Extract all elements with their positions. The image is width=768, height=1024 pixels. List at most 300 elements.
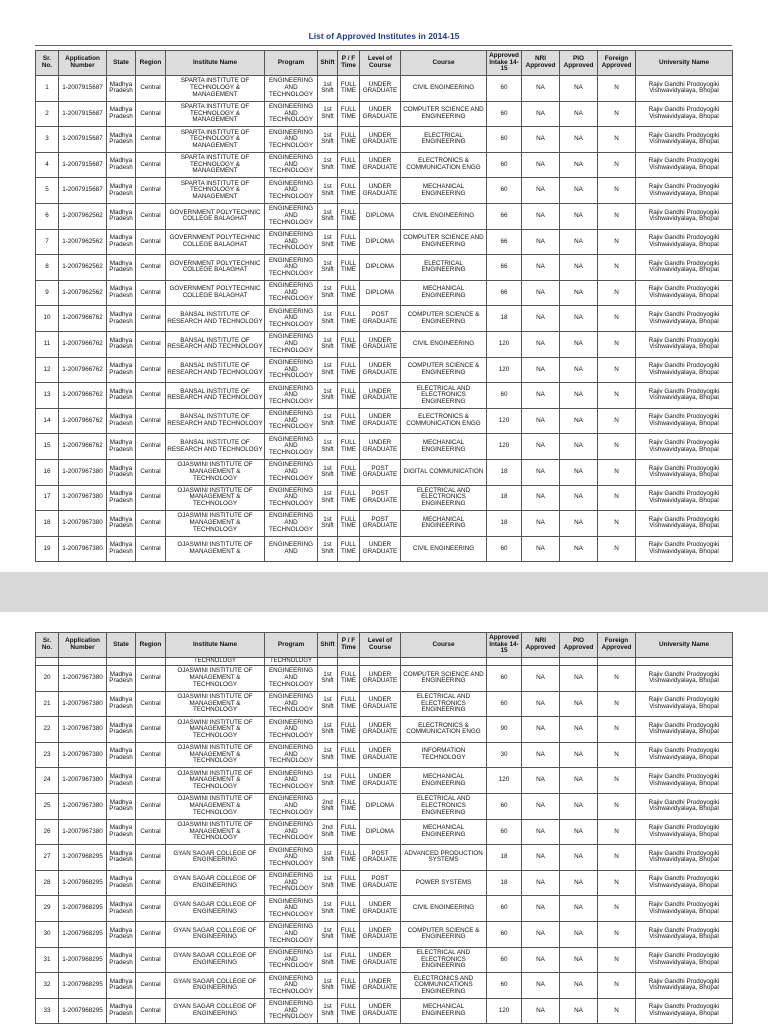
cell-sr-no: 19 — [36, 536, 59, 562]
cell-pio-approved: NA — [560, 408, 598, 434]
cell-course: MECHANICAL ENGINEERING — [401, 998, 487, 1024]
cell-program: ENGINEERING AND TECHNOLOGY — [265, 408, 318, 434]
cell-pio-approved: NA — [560, 947, 598, 973]
cell-university-name: Rajiv Gandhi Prodoyogiki Vishwavidyalaya, Bhopal — [636, 434, 733, 460]
cell-approved-intake: 60 — [487, 691, 522, 717]
cell-university-name: Rajiv Gandhi Prodoyogiki Vishwavidyalaya, Bhopal — [636, 408, 733, 434]
cell-approved-intake: 90 — [487, 717, 522, 743]
cell-region: Central — [136, 896, 166, 922]
cell-application-number: 1-2007967380 — [59, 742, 107, 768]
cell-state: Madhya Pradesh — [107, 229, 136, 255]
cell-empty — [36, 658, 59, 666]
cell-institute-name: OJASWINI INSTITUTE OF MANAGEMENT & TECHNOLOGY — [166, 666, 265, 692]
cell-foreign-approved: N — [598, 331, 636, 357]
cell-time: FULL TIME — [338, 101, 360, 127]
header-university-name: University Name — [636, 633, 733, 658]
cell-sr-no: 5 — [36, 178, 59, 204]
cell-nri-approved: NA — [522, 383, 560, 409]
cell-pio-approved: NA — [560, 306, 598, 332]
cell-institute-name: GYAN SAGAR COLLEGE OF ENGINEERING — [166, 870, 265, 896]
cell-application-number: 1-2007915687 — [59, 152, 107, 178]
cell-nri-approved: NA — [522, 203, 560, 229]
cell-level-of-course: POST GRADUATE — [360, 870, 401, 896]
cell-shift: 1st Shift — [318, 203, 338, 229]
cell-state: Madhya Pradesh — [107, 511, 136, 537]
cell-pio-approved: NA — [560, 511, 598, 537]
cell-sr-no: 22 — [36, 717, 59, 743]
header-level-of-course: Level of Course — [360, 51, 401, 76]
cell-pio-approved: NA — [560, 536, 598, 562]
cell-sr-no: 1 — [36, 76, 59, 102]
cell-institute-name: OJASWINI INSTITUTE OF MANAGEMENT & TECHNOLOGY — [166, 511, 265, 537]
cell-course: CIVIL ENGINEERING — [401, 331, 487, 357]
cell-university-name: Rajiv Gandhi Prodoyogiki Vishwavidyalaya, Bhopal — [636, 947, 733, 973]
cell-program: ENGINEERING AND TECHNOLOGY — [265, 921, 318, 947]
cell-time: FULL TIME — [338, 921, 360, 947]
cell-nri-approved: NA — [522, 870, 560, 896]
cell-university-name: Rajiv Gandhi Prodoyogiki Vishwavidyalaya, Bhopal — [636, 357, 733, 383]
cell-program: ENGINEERING AND TECHNOLOGY — [265, 947, 318, 973]
cell-state: Madhya Pradesh — [107, 973, 136, 999]
cell-university-name: Rajiv Gandhi Prodoyogiki Vishwavidyalaya, Bhopal — [636, 459, 733, 485]
cell-foreign-approved: N — [598, 921, 636, 947]
cell-approved-intake: 120 — [487, 331, 522, 357]
cell-level-of-course: UNDER GRADUATE — [360, 357, 401, 383]
cell-university-name: Rajiv Gandhi Prodoyogiki Vishwavidyalaya, Bhopal — [636, 511, 733, 537]
cell-level-of-course: UNDER GRADUATE — [360, 76, 401, 102]
cell-application-number: 1-2007915687 — [59, 178, 107, 204]
table-row — [36, 434, 733, 460]
cell-institute-name: OJASWINI INSTITUTE OF MANAGEMENT & TECHNOLOGY — [166, 768, 265, 794]
cell-state: Madhya Pradesh — [107, 666, 136, 692]
cell-course: COMPUTER SCIENCE AND ENGINEERING — [401, 101, 487, 127]
cell-approved-intake: 66 — [487, 280, 522, 306]
cell-time: FULL TIME — [338, 666, 360, 692]
cell-pio-approved: NA — [560, 76, 598, 102]
cell-nri-approved: NA — [522, 973, 560, 999]
cell-region: Central — [136, 870, 166, 896]
cell-region: Central — [136, 819, 166, 845]
cell-nri-approved: NA — [522, 845, 560, 871]
cell-state: Madhya Pradesh — [107, 255, 136, 281]
cell-sr-no: 2 — [36, 101, 59, 127]
cell-pio-approved: NA — [560, 178, 598, 204]
cell-time: FULL TIME — [338, 511, 360, 537]
cell-region: Central — [136, 76, 166, 102]
cell-time: FULL TIME — [338, 127, 360, 153]
cell-program: ENGINEERING AND TECHNOLOGY — [265, 819, 318, 845]
cell-nri-approved: NA — [522, 896, 560, 922]
cell-institute-name: GOVERNMENT POLYTECHNIC COLLEGE BALAGHAT — [166, 280, 265, 306]
cell-course: MECHANICAL ENGINEERING — [401, 434, 487, 460]
cell-program: ENGINEERING AND TECHNOLOGY — [265, 178, 318, 204]
cell-university-name: Rajiv Gandhi Prodoyogiki Vishwavidyalaya, Bhopal — [636, 768, 733, 794]
cell-level-of-course: POST GRADUATE — [360, 459, 401, 485]
cell-course: COMPUTER SCIENCE & ENGINEERING — [401, 306, 487, 332]
cell-university-name: Rajiv Gandhi Prodoyogiki Vishwavidyalaya, Bhopal — [636, 819, 733, 845]
header-foreign-approved: Foreign Approved — [598, 633, 636, 658]
cell-nri-approved: NA — [522, 255, 560, 281]
cell-course: MECHANICAL ENGINEERING — [401, 511, 487, 537]
cell-foreign-approved: N — [598, 152, 636, 178]
cell-level-of-course: UNDER GRADUATE — [360, 998, 401, 1024]
cell-region: Central — [136, 357, 166, 383]
cell-approved-intake: 60 — [487, 973, 522, 999]
cell-level-of-course: UNDER GRADUATE — [360, 742, 401, 768]
cell-region: Central — [136, 793, 166, 819]
cell-sr-no: 21 — [36, 691, 59, 717]
cell-level-of-course: UNDER GRADUATE — [360, 947, 401, 973]
cell-institute-name: BANSAL INSTITUTE OF RESEARCH AND TECHNOLOGY — [166, 408, 265, 434]
cell-program: ENGINEERING AND TECHNOLOGY — [265, 203, 318, 229]
cell-shift: 1st Shift — [318, 306, 338, 332]
cell-course: ELECTRICAL ENGINEERING — [401, 127, 487, 153]
cell-nri-approved: NA — [522, 178, 560, 204]
cell-shift: 1st Shift — [318, 280, 338, 306]
cell-university-name: Rajiv Gandhi Prodoyogiki Vishwavidyalaya, Bhopal — [636, 536, 733, 562]
cell-time: FULL TIME — [338, 331, 360, 357]
cell-sr-no: 14 — [36, 408, 59, 434]
cell-foreign-approved: N — [598, 306, 636, 332]
cell-nri-approved: NA — [522, 666, 560, 692]
cell-level-of-course: POST GRADUATE — [360, 845, 401, 871]
cell-application-number: 1-2007968295 — [59, 973, 107, 999]
cell-institute-name: SPARTA INSTITUTE OF TECHNOLOGY & MANAGEMENT — [166, 127, 265, 153]
cell-pio-approved: NA — [560, 845, 598, 871]
header-program: Program — [265, 633, 318, 658]
cell-state: Madhya Pradesh — [107, 536, 136, 562]
cell-sr-no: 8 — [36, 255, 59, 281]
cell-foreign-approved: N — [598, 229, 636, 255]
cell-state: Madhya Pradesh — [107, 870, 136, 896]
cell-foreign-approved: N — [598, 434, 636, 460]
cell-empty — [560, 658, 598, 666]
cell-sr-no: 29 — [36, 896, 59, 922]
document-page-2 — [0, 612, 768, 1024]
cell-institute-name: GYAN SAGAR COLLEGE OF ENGINEERING — [166, 998, 265, 1024]
header-pio-approved: PIO Approved — [560, 51, 598, 76]
cell-application-number: 1-2007962562 — [59, 255, 107, 281]
cell-program: ENGINEERING AND TECHNOLOGY — [265, 973, 318, 999]
cell-sr-no: 4 — [36, 152, 59, 178]
cell-pio-approved: NA — [560, 998, 598, 1024]
cell-application-number: 1-2007915687 — [59, 127, 107, 153]
cell-program: ENGINEERING AND TECHNOLOGY — [265, 666, 318, 692]
cell-approved-intake: 60 — [487, 127, 522, 153]
table-row — [36, 485, 733, 511]
cell-sr-no: 27 — [36, 845, 59, 871]
cell-course: ELECTRICAL AND ELECTRONICS ENGINEERING — [401, 383, 487, 409]
header-shift: Shift — [318, 633, 338, 658]
cell-sr-no: 9 — [36, 280, 59, 306]
cell-application-number: 1-2007915687 — [59, 76, 107, 102]
cell-program: ENGINEERING AND TECHNOLOGY — [265, 280, 318, 306]
cell-state: Madhya Pradesh — [107, 742, 136, 768]
cell-time: FULL TIME — [338, 691, 360, 717]
cell-course: ELECTRICAL AND ELECTRONICS ENGINEERING — [401, 793, 487, 819]
header-row — [36, 633, 733, 658]
cell-state: Madhya Pradesh — [107, 768, 136, 794]
cell-foreign-approved: N — [598, 870, 636, 896]
cell-level-of-course: UNDER GRADUATE — [360, 408, 401, 434]
cell-shift: 1st Shift — [318, 973, 338, 999]
cell-region: Central — [136, 101, 166, 127]
cell-course: ELECTRONICS AND COMMUNICATIONS ENGINEERING — [401, 973, 487, 999]
cell-foreign-approved: N — [598, 998, 636, 1024]
cell-shift: 1st Shift — [318, 742, 338, 768]
cell-course: ADVANCED PRODUCTION SYSTEMS — [401, 845, 487, 871]
cell-university-name: Rajiv Gandhi Prodoyogiki Vishwavidyalaya, Bhopal — [636, 742, 733, 768]
cell-course: ELECTRONICS & COMMUNICATION ENGG — [401, 717, 487, 743]
cell-region: Central — [136, 998, 166, 1024]
cell-sr-no: 15 — [36, 434, 59, 460]
cell-approved-intake: 60 — [487, 152, 522, 178]
cell-foreign-approved: N — [598, 485, 636, 511]
table-row — [36, 768, 733, 794]
table-row — [36, 511, 733, 537]
cell-program: ENGINEERING AND TECHNOLOGY — [265, 998, 318, 1024]
table-row — [36, 536, 733, 562]
cell-approved-intake: 120 — [487, 408, 522, 434]
cell-pio-approved: NA — [560, 921, 598, 947]
cell-empty — [401, 658, 487, 666]
cell-foreign-approved: N — [598, 459, 636, 485]
cell-university-name: Rajiv Gandhi Prodoyogiki Vishwavidyalaya, Bhopal — [636, 998, 733, 1024]
cell-region: Central — [136, 536, 166, 562]
cell-pio-approved: NA — [560, 127, 598, 153]
cell-foreign-approved: N — [598, 819, 636, 845]
cell-foreign-approved: N — [598, 973, 636, 999]
cell-level-of-course: UNDER GRADUATE — [360, 768, 401, 794]
cell-program: ENGINEERING AND TECHNOLOGY — [265, 76, 318, 102]
cell-time: FULL TIME — [338, 485, 360, 511]
cell-shift: 1st Shift — [318, 666, 338, 692]
cell-foreign-approved: N — [598, 947, 636, 973]
cell-pio-approved: NA — [560, 485, 598, 511]
cell-institute-name: SPARTA INSTITUTE OF TECHNOLOGY & MANAGEMENT — [166, 101, 265, 127]
cell-application-number: 1-2007966762 — [59, 383, 107, 409]
cell-program: TECHNOLOGY — [265, 658, 318, 666]
cell-university-name: Rajiv Gandhi Prodoyogiki Vishwavidyalaya, Bhopal — [636, 152, 733, 178]
cell-nri-approved: NA — [522, 717, 560, 743]
cell-sr-no: 16 — [36, 459, 59, 485]
header-time: P / F Time — [338, 51, 360, 76]
cell-university-name: Rajiv Gandhi Prodoyogiki Vishwavidyalaya, Bhopal — [636, 666, 733, 692]
cell-empty — [636, 658, 733, 666]
cell-application-number: 1-2007966762 — [59, 331, 107, 357]
cell-approved-intake: 60 — [487, 101, 522, 127]
cell-sr-no: 25 — [36, 793, 59, 819]
cell-state: Madhya Pradesh — [107, 280, 136, 306]
cell-time: FULL TIME — [338, 845, 360, 871]
cell-approved-intake: 120 — [487, 998, 522, 1024]
cell-level-of-course: POST GRADUATE — [360, 485, 401, 511]
cell-region: Central — [136, 768, 166, 794]
cell-time: FULL TIME — [338, 896, 360, 922]
cell-time: FULL TIME — [338, 742, 360, 768]
cell-level-of-course: DIPLOMA — [360, 793, 401, 819]
cell-time: FULL TIME — [338, 793, 360, 819]
cell-institute-name: BANSAL INSTITUTE OF RESEARCH AND TECHNOLOGY — [166, 434, 265, 460]
cell-region: Central — [136, 408, 166, 434]
cell-approved-intake: 120 — [487, 434, 522, 460]
cell-pio-approved: NA — [560, 666, 598, 692]
cell-approved-intake: 60 — [487, 947, 522, 973]
cell-empty — [59, 658, 107, 666]
cell-nri-approved: NA — [522, 947, 560, 973]
cell-university-name: Rajiv Gandhi Prodoyogiki Vishwavidyalaya, Bhopal — [636, 306, 733, 332]
cell-program: ENGINEERING AND TECHNOLOGY — [265, 383, 318, 409]
cell-region: Central — [136, 845, 166, 871]
cell-sr-no: 32 — [36, 973, 59, 999]
cell-sr-no: 7 — [36, 229, 59, 255]
cell-course: INFORMATION TECHNOLOGY — [401, 742, 487, 768]
cell-institute-name: BANSAL INSTITUTE OF RESEARCH AND TECHNOLOGY — [166, 331, 265, 357]
page-title: List of Approved Institutes in 2014-15 — [308, 31, 460, 41]
cell-nri-approved: NA — [522, 485, 560, 511]
cell-region: Central — [136, 127, 166, 153]
cell-sr-no: 28 — [36, 870, 59, 896]
table-row — [36, 459, 733, 485]
cell-state: Madhya Pradesh — [107, 331, 136, 357]
cell-region: Central — [136, 383, 166, 409]
cell-university-name: Rajiv Gandhi Prodoyogiki Vishwavidyalaya, Bhopal — [636, 255, 733, 281]
table-row — [36, 819, 733, 845]
cell-nri-approved: NA — [522, 742, 560, 768]
cell-nri-approved: NA — [522, 998, 560, 1024]
cell-pio-approved: NA — [560, 101, 598, 127]
cell-application-number: 1-2007962562 — [59, 203, 107, 229]
cell-institute-name: GYAN SAGAR COLLEGE OF ENGINEERING — [166, 973, 265, 999]
cell-level-of-course: UNDER GRADUATE — [360, 101, 401, 127]
cell-institute-name: OJASWINI INSTITUTE OF MANAGEMENT & TECHNOLOGY — [166, 819, 265, 845]
cell-university-name: Rajiv Gandhi Prodoyogiki Vishwavidyalaya, Bhopal — [636, 921, 733, 947]
cell-application-number: 1-2007968295 — [59, 870, 107, 896]
cell-application-number: 1-2007967380 — [59, 819, 107, 845]
cell-program: ENGINEERING AND TECHNOLOGY — [265, 255, 318, 281]
table-row — [36, 408, 733, 434]
header-nri-approved: NRI Approved — [522, 633, 560, 658]
cell-region: Central — [136, 666, 166, 692]
cell-program: ENGINEERING AND TECHNOLOGY — [265, 717, 318, 743]
table-row — [36, 255, 733, 281]
cell-pio-approved: NA — [560, 717, 598, 743]
cell-program: ENGINEERING AND TECHNOLOGY — [265, 434, 318, 460]
cell-shift: 1st Shift — [318, 896, 338, 922]
table-row — [36, 742, 733, 768]
cell-application-number: 1-2007968295 — [59, 998, 107, 1024]
cell-shift: 2nd Shift — [318, 793, 338, 819]
cell-university-name: Rajiv Gandhi Prodoyogiki Vishwavidyalaya, Bhopal — [636, 870, 733, 896]
cell-course: POWER SYSTEMS — [401, 870, 487, 896]
cell-time: FULL TIME — [338, 819, 360, 845]
cell-institute-name: GYAN SAGAR COLLEGE OF ENGINEERING — [166, 896, 265, 922]
cell-sr-no: 6 — [36, 203, 59, 229]
cell-application-number: 1-2007968295 — [59, 845, 107, 871]
cell-shift: 1st Shift — [318, 152, 338, 178]
cell-application-number: 1-2007968295 — [59, 896, 107, 922]
cell-institute-name: BANSAL INSTITUTE OF RESEARCH AND TECHNOLOGY — [166, 383, 265, 409]
cell-region: Central — [136, 717, 166, 743]
table-row — [36, 845, 733, 871]
cell-course: ELECTRICAL ENGINEERING — [401, 255, 487, 281]
header-application-number: Application Number — [59, 633, 107, 658]
header-approved-intake: Approved Intake 14-15 — [487, 51, 522, 76]
cell-approved-intake: 60 — [487, 819, 522, 845]
cell-program: ENGINEERING AND — [265, 536, 318, 562]
cell-shift: 1st Shift — [318, 383, 338, 409]
cell-time: FULL TIME — [338, 408, 360, 434]
cell-institute-name: OJASWINI INSTITUTE OF MANAGEMENT & TECHNOLOGY — [166, 742, 265, 768]
cell-university-name: Rajiv Gandhi Prodoyogiki Vishwavidyalaya, Bhopal — [636, 485, 733, 511]
cell-application-number: 1-2007967380 — [59, 691, 107, 717]
cell-level-of-course: DIPLOMA — [360, 229, 401, 255]
cell-application-number: 1-2007962562 — [59, 280, 107, 306]
cell-university-name: Rajiv Gandhi Prodoyogiki Vishwavidyalaya, Bhopal — [636, 896, 733, 922]
cell-level-of-course: POST GRADUATE — [360, 511, 401, 537]
cell-time: FULL TIME — [338, 536, 360, 562]
table-row — [36, 127, 733, 153]
cell-application-number: 1-2007966762 — [59, 306, 107, 332]
cell-sr-no: 10 — [36, 306, 59, 332]
cell-time: FULL TIME — [338, 434, 360, 460]
cell-program: ENGINEERING AND TECHNOLOGY — [265, 229, 318, 255]
cell-state: Madhya Pradesh — [107, 793, 136, 819]
cell-state: Madhya Pradesh — [107, 178, 136, 204]
cell-shift: 1st Shift — [318, 408, 338, 434]
cell-approved-intake: 60 — [487, 793, 522, 819]
cell-nri-approved: NA — [522, 76, 560, 102]
cell-nri-approved: NA — [522, 819, 560, 845]
header-row — [36, 51, 733, 76]
header-nri-approved: NRI Approved — [522, 51, 560, 76]
cell-university-name: Rajiv Gandhi Prodoyogiki Vishwavidyalaya, Bhopal — [636, 203, 733, 229]
cell-shift: 1st Shift — [318, 127, 338, 153]
cell-sr-no: 13 — [36, 383, 59, 409]
cell-sr-no: 11 — [36, 331, 59, 357]
cell-pio-approved: NA — [560, 793, 598, 819]
cell-state: Madhya Pradesh — [107, 947, 136, 973]
cell-nri-approved: NA — [522, 511, 560, 537]
cell-foreign-approved: N — [598, 742, 636, 768]
cell-course: MECHANICAL ENGINEERING — [401, 178, 487, 204]
cell-approved-intake: 18 — [487, 511, 522, 537]
cell-university-name: Rajiv Gandhi Prodoyogiki Vishwavidyalaya, Bhopal — [636, 101, 733, 127]
cell-course: ELECTRICAL AND ELECTRONICS ENGINEERING — [401, 485, 487, 511]
cell-state: Madhya Pradesh — [107, 485, 136, 511]
cell-empty — [598, 658, 636, 666]
cell-course: ELECTRICAL AND ELECTRONICS ENGINEERING — [401, 947, 487, 973]
cell-approved-intake: 60 — [487, 76, 522, 102]
cell-level-of-course: UNDER GRADUATE — [360, 434, 401, 460]
cell-course: CIVIL ENGINEERING — [401, 203, 487, 229]
cell-level-of-course: DIPLOMA — [360, 819, 401, 845]
cell-state: Madhya Pradesh — [107, 408, 136, 434]
cell-course: MECHANICAL ENGINEERING — [401, 819, 487, 845]
cell-time: FULL TIME — [338, 768, 360, 794]
table-row — [36, 793, 733, 819]
cell-level-of-course: UNDER GRADUATE — [360, 331, 401, 357]
cell-program: ENGINEERING AND TECHNOLOGY — [265, 742, 318, 768]
cell-state: Madhya Pradesh — [107, 383, 136, 409]
cell-approved-intake: 66 — [487, 203, 522, 229]
cell-shift: 1st Shift — [318, 921, 338, 947]
cell-state: Madhya Pradesh — [107, 819, 136, 845]
table-row — [36, 152, 733, 178]
cell-region: Central — [136, 229, 166, 255]
cell-region: Central — [136, 331, 166, 357]
header-level-of-course: Level of Course — [360, 633, 401, 658]
